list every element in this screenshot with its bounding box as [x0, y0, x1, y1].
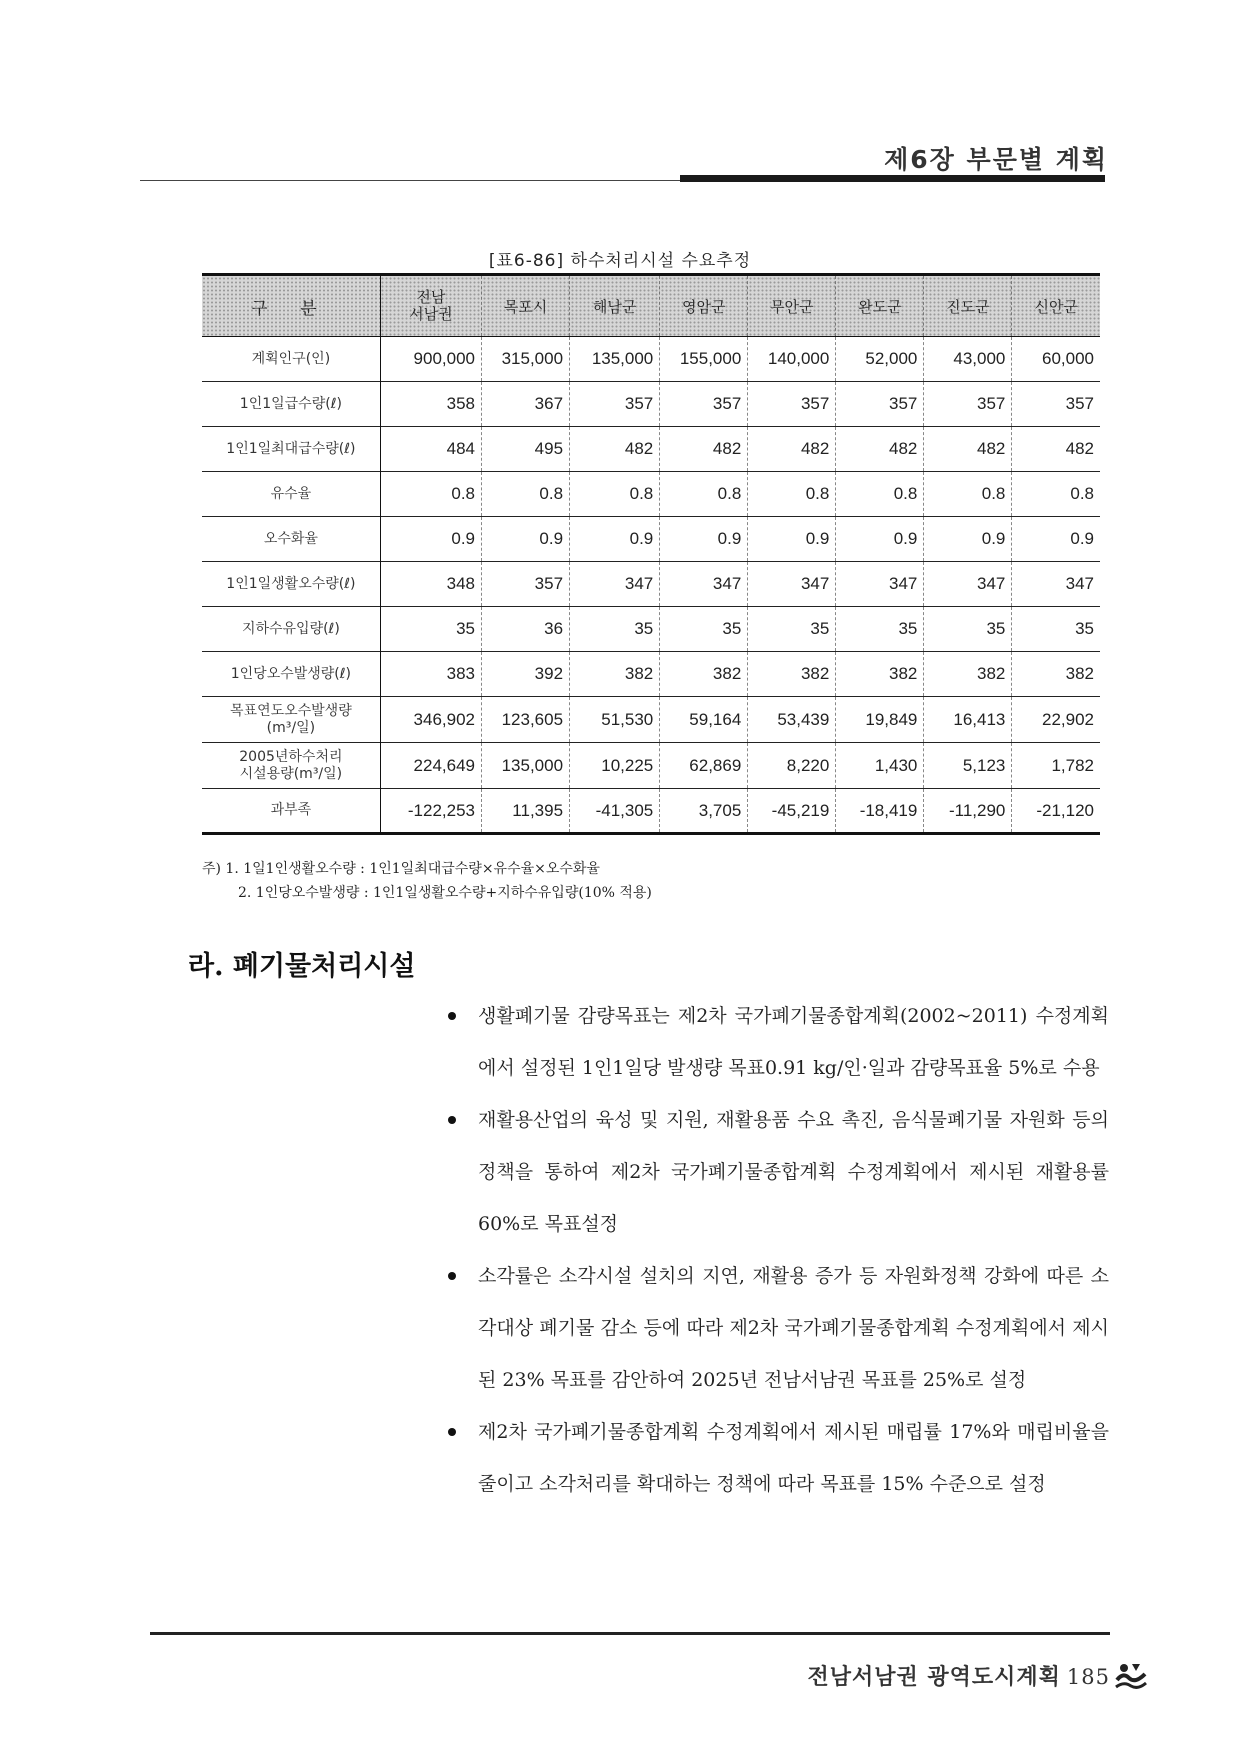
column-header: 목포시	[482, 275, 570, 337]
table-cell: 0.8	[482, 472, 570, 517]
table-cell: 0.9	[924, 517, 1012, 562]
table-row	[202, 607, 1100, 652]
table-header-row	[202, 275, 1100, 337]
bullet-item: 소각률은 소각시설 설치의 지연, 재활용 증가 등 자원화정책 강화에 따른 소각대상 폐기물 감소 등에 따라 제2차 국가폐기물종합계획 수정계획에서 제시된 23% 목표를 감안하여 2025년 전남서남권 목표를 25%로 설정	[444, 1250, 1109, 1406]
table-cell: 155,000	[660, 337, 748, 382]
row-label: 오수화율	[202, 517, 380, 562]
row-label: 지하수유입량(ℓ)	[202, 607, 380, 652]
table-cell: 0.8	[570, 472, 660, 517]
bullet-icon	[448, 1116, 456, 1124]
table-cell: 482	[1012, 427, 1100, 472]
table-cell: 482	[924, 427, 1012, 472]
row-label: 계획인구(인)	[202, 337, 380, 382]
table-cell: 348	[380, 562, 481, 607]
table-cell: 35	[380, 607, 481, 652]
table-cell: 0.9	[836, 517, 924, 562]
table-cell: 358	[380, 382, 481, 427]
table-cell: 383	[380, 652, 481, 697]
table-cell: 0.8	[380, 472, 481, 517]
footer	[807, 1660, 1110, 1691]
table-cell: 367	[482, 382, 570, 427]
table-cell: 0.8	[836, 472, 924, 517]
table-cell: 382	[660, 652, 748, 697]
table-cell: 11,395	[482, 789, 570, 834]
bullet-icon	[448, 1012, 456, 1020]
table-cell: -45,219	[748, 789, 836, 834]
table-cell: 35	[570, 607, 660, 652]
row-label: 1인1일생활오수량(ℓ)	[202, 562, 380, 607]
table-cell: 382	[836, 652, 924, 697]
row-label: 1인1일최대급수량(ℓ)	[202, 427, 380, 472]
table-cell: 43,000	[924, 337, 1012, 382]
table-caption: [표6-86] 하수처리시설 수요추정	[488, 251, 752, 271]
bullet-item: 생활폐기물 감량목표는 제2차 국가폐기물종합계획(2002~2011) 수정계획에서 설정된 1인1일당 발생량 목표0.91 kg/인·일과 감량목표율 5%로 수용	[444, 990, 1109, 1094]
table-cell: 347	[748, 562, 836, 607]
table-cell: 357	[570, 382, 660, 427]
table-cell: -11,290	[924, 789, 1012, 834]
table-cell: 357	[482, 562, 570, 607]
table-row	[202, 472, 1100, 517]
row-label: 과부족	[202, 789, 380, 834]
logo-icon	[1114, 1660, 1148, 1690]
table-cell: -41,305	[570, 789, 660, 834]
page-number: 185	[1066, 1665, 1110, 1689]
chapter-title: 제6장 부문별 계획	[884, 145, 1108, 174]
bullet-icon	[448, 1428, 456, 1436]
table-cell: 347	[1012, 562, 1100, 607]
section-title: 라. 폐기물처리시설	[188, 951, 416, 982]
table-cell: 357	[1012, 382, 1100, 427]
table-cell: 1,430	[836, 743, 924, 789]
table-cell: 135,000	[482, 743, 570, 789]
table-cell: 35	[924, 607, 1012, 652]
column-header: 전남 서남권	[380, 275, 481, 337]
table-cell: 0.9	[660, 517, 748, 562]
bullet-item: 제2차 국가폐기물종합계획 수정계획에서 제시된 매립률 17%와 매립비율을 줄이고 소각처리를 확대하는 정책에 따라 목표를 15% 수준으로 설정	[444, 1406, 1109, 1510]
bullet-item: 재활용산업의 육성 및 지원, 재활용품 수요 촉진, 음식물폐기물 자원화 등의 정책을 통하여 제2차 국가폐기물종합계획 수정계획에서 제시된 재활용률 60%로 목표설정	[444, 1094, 1109, 1250]
table-cell: 16,413	[924, 697, 1012, 743]
footer-rule	[150, 1632, 1110, 1635]
table-cell: 357	[660, 382, 748, 427]
bullet-list	[444, 990, 1109, 1510]
table-cell: 8,220	[748, 743, 836, 789]
table-cell: 346,902	[380, 697, 481, 743]
table-cell: 347	[836, 562, 924, 607]
table-cell: 482	[660, 427, 748, 472]
column-header: 신안군	[1012, 275, 1100, 337]
table-cell: 347	[570, 562, 660, 607]
row-label: 1인당오수발생량(ℓ)	[202, 652, 380, 697]
table-row	[202, 562, 1100, 607]
column-header: 무안군	[748, 275, 836, 337]
table-cell: -21,120	[1012, 789, 1100, 834]
table-row	[202, 517, 1100, 562]
table-cell: 382	[924, 652, 1012, 697]
table-cell: -18,419	[836, 789, 924, 834]
footer-title: 전남서남권 광역도시계획	[807, 1665, 1061, 1690]
row-label: 2005년하수처리 시설용량(m³/일)	[202, 743, 380, 789]
table-cell: 347	[924, 562, 1012, 607]
table-cell: 900,000	[380, 337, 481, 382]
table-cell: 357	[748, 382, 836, 427]
table-cell: 1,782	[1012, 743, 1100, 789]
table-cell: 482	[748, 427, 836, 472]
table-cell: 123,605	[482, 697, 570, 743]
table-cell: 482	[836, 427, 924, 472]
table-cell: 35	[836, 607, 924, 652]
table-cell: 0.8	[924, 472, 1012, 517]
table-cell: 0.8	[660, 472, 748, 517]
table-cell: 0.9	[748, 517, 836, 562]
table-row	[202, 743, 1100, 789]
table-cell: 382	[1012, 652, 1100, 697]
column-header: 해남군	[570, 275, 660, 337]
row-label: 목표연도오수발생량 (m³/일)	[202, 697, 380, 743]
row-label: 1인1일급수량(ℓ)	[202, 382, 380, 427]
table-row	[202, 697, 1100, 743]
table-cell: 35	[1012, 607, 1100, 652]
table-cell: 0.8	[1012, 472, 1100, 517]
table-cell: 224,649	[380, 743, 481, 789]
table-cell: 347	[660, 562, 748, 607]
header-category: 구 분	[202, 275, 380, 337]
table-cell: 357	[924, 382, 1012, 427]
table-row	[202, 652, 1100, 697]
table-row	[202, 427, 1100, 472]
table-cell: 0.9	[482, 517, 570, 562]
column-header: 진도군	[924, 275, 1012, 337]
table-cell: 315,000	[482, 337, 570, 382]
table-cell: 140,000	[748, 337, 836, 382]
note-1: 주) 1. 1일1인생활오수량 : 1인1일최대급수량×유수율×오수화율	[202, 861, 600, 877]
table-cell: 60,000	[1012, 337, 1100, 382]
table-cell: 22,902	[1012, 697, 1100, 743]
table-row	[202, 382, 1100, 427]
table-notes	[202, 857, 652, 905]
bullet-icon	[448, 1272, 456, 1280]
table-cell: 392	[482, 652, 570, 697]
table-cell: 51,530	[570, 697, 660, 743]
table-row	[202, 789, 1100, 834]
table-cell: 36	[482, 607, 570, 652]
header-rule-bold	[680, 175, 1105, 182]
table-cell: 0.9	[570, 517, 660, 562]
note-2: 2. 1인당오수발생량 : 1인1일생활오수량+지하수유입량(10% 적용)	[238, 885, 652, 901]
table-cell: 357	[836, 382, 924, 427]
table-cell: 53,439	[748, 697, 836, 743]
table-cell: 52,000	[836, 337, 924, 382]
table-row	[202, 337, 1100, 382]
table-cell: 35	[748, 607, 836, 652]
table-cell: 10,225	[570, 743, 660, 789]
table-cell: 495	[482, 427, 570, 472]
table-cell: 35	[660, 607, 748, 652]
table-cell: 62,869	[660, 743, 748, 789]
table-cell: 0.8	[748, 472, 836, 517]
table-cell: 382	[570, 652, 660, 697]
table-cell: 5,123	[924, 743, 1012, 789]
table-cell: 135,000	[570, 337, 660, 382]
column-header: 완도군	[836, 275, 924, 337]
header-rule	[140, 180, 680, 181]
column-header: 영암군	[660, 275, 748, 337]
table-cell: 484	[380, 427, 481, 472]
sewage-demand-table	[202, 273, 1100, 835]
table-cell: 59,164	[660, 697, 748, 743]
table-cell: 3,705	[660, 789, 748, 834]
table-cell: 0.9	[1012, 517, 1100, 562]
table-cell: 382	[748, 652, 836, 697]
table-cell: 482	[570, 427, 660, 472]
table-cell: 0.9	[380, 517, 481, 562]
row-label: 유수율	[202, 472, 380, 517]
table-cell: -122,253	[380, 789, 481, 834]
table-cell: 19,849	[836, 697, 924, 743]
